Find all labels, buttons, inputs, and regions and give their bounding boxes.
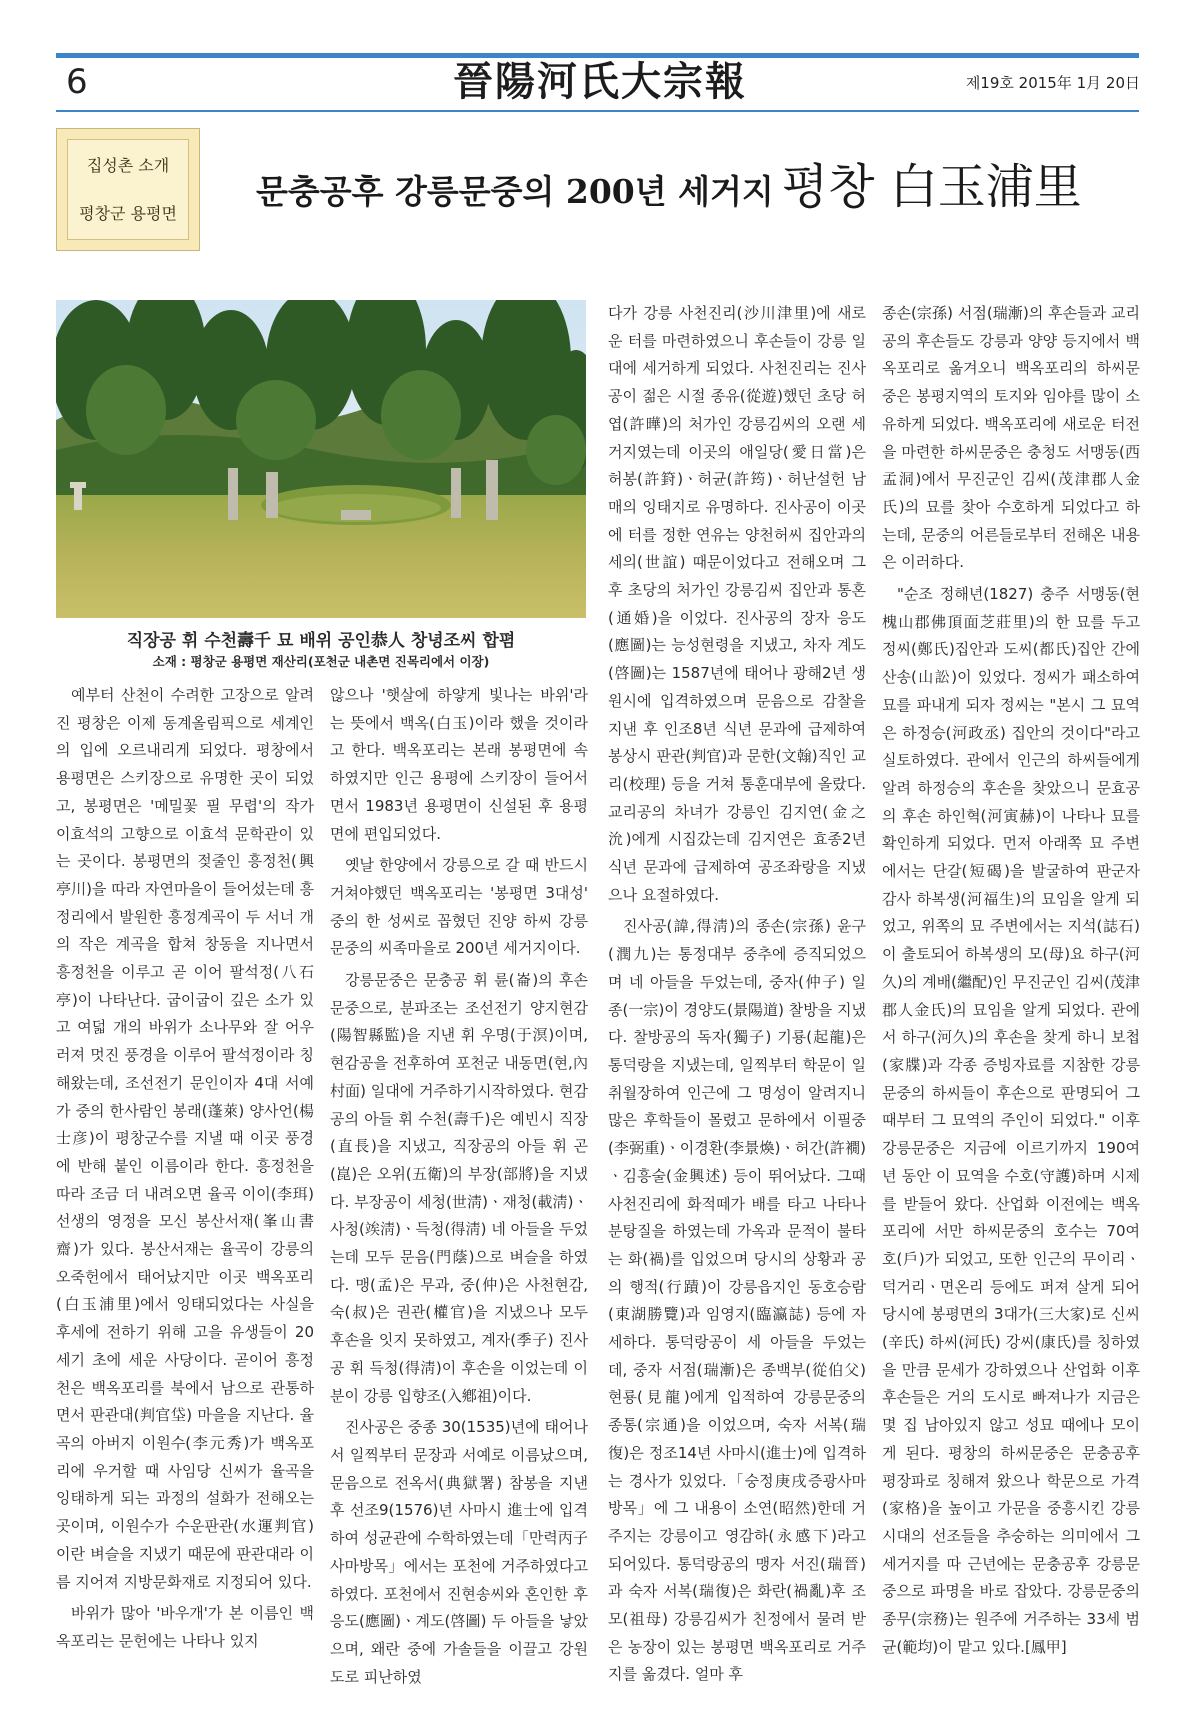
article-column-4 <box>882 300 1140 1661</box>
article-column-1 <box>56 682 314 1656</box>
paragraph: 바위가 많아 '바우개'가 본 이름인 백옥포리는 문헌에는 나타나 있지 <box>56 1604 314 1650</box>
page-number: 6 <box>66 62 88 102</box>
article-headline <box>256 148 1146 217</box>
tomb-photo-image <box>56 300 586 618</box>
headline-main: 문충공후 강릉문중의 200년 세거지 <box>256 172 774 211</box>
header-rule <box>56 110 1139 112</box>
paragraph: "순조 정해년(1827) 충주 서맹동(현槐山郡佛頂面芝莊里)의 한 묘를 두고 정씨(鄭氏)집안과 도씨(都氏)집안 간에 산송(山訟)이 있었다. 정씨가 패소하여 묘를 파내게 되자 정씨는 "본시 그 묘역은 하정승(河政丞) 집안의 것이다"라고 실토하였다. 관에서 인근의 하씨들에게 알려 하정승의 후손을 찾았으니 문효공의 후손 하인혁(河寅赫)이 나타나 묘를 확인하게 되었다. 먼저 아래쪽 묘 주변에서는 단갈(短碣)을 발굴하여 판군자감사 하복생(河福生)의 묘임을 알게 되었고, 위쪽의 묘 주변에서는 지석(誌石)이 출토되어 하복생의 모(母)요 하구(河久)의 계배(繼配)인 무진군인 김씨(茂津郡人金氏)의 묘임을 알게 되었다. 관에서 하구(河久)의 후손을 찾게 하니 보첩(家牒)과 각종 증빙자료를 지참한 강릉문중의 하씨들이 후손으로 판명되어 그때부터 그 묘역의 주인이 되었다." 이후 강릉문중은 지금에 이르기까지 190여 년 동안 이 묘역을 수호(守護)하며 시제를 받들어 왔다. 산업화 이전에는 백옥포리에 서만 하씨문중의 호수는 70여 호(戶)가 되었고, 또한 인근의 무이리ㆍ덕거리ㆍ면온리 등에도 퍼져 살게 되어 당시에 봉평면의 3대가(三大家)로 신씨(辛氏) 하씨(河氏) 강씨(康氏)를 칭하였을 만큼 문세가 강하였으나 산업화 이후 후손들은 거의 도시로 빠져나가 지금은 몇 집 남아있지 않고 성묘 때에나 모이게 된다. 평창의 하씨문중은 문충공후 평장파로 칭해져 왔으나 학문으로 가격(家格)을 높이고 가문을 중흥시킨 강릉시대의 선조들을 추숭하는 의미에서 그 세거지를 따 근년에는 문충공후 강릉문중으로 파명을 바로 잡았다. 강릉문중의 종무(宗務)는 원주에 거주하는 33세 범균(範均)이 맡고 있다.[鳳甲] <box>882 585 1140 1656</box>
issue-date: 제19호 2015年 1月 20日 <box>965 74 1140 92</box>
paragraph: 않으나 '햇살에 하얗게 빛나는 바위'라는 뜻에서 백옥(白玉)이라 했을 것이라고 한다. 백옥포리는 본래 봉평면에 속하였지만 인근 용평에 스키장이 들어서면서 1983년 용평면이 신설된 후 용평면에 편입되었다. <box>330 686 588 843</box>
paragraph: 예부터 산천이 수려한 고장으로 알려진 평창은 이제 동계올림픽으로 세계인의 입에 오르내리게 되었다. 평창에서 용평면은 스키장으로 유명한 곳이 되었고, 봉평면은 '메밀꽃 필 무렵'의 작가 이효석의 고향으로 이효석 문학관이 있는 곳이다. 봉평면의 젖줄인 흥정천(興亭川)을 따라 자연마을이 들어섰는데 흥정리에서 발원한 흥정계곡이 두 서너 개의 작은 계곡을 합쳐 창동을 지나면서 흥정천을 이루고 곧 이어 팔석정(八石亭)이 나타난다. 굽이굽이 깊은 소가 있고 여덟 개의 바위가 소나무와 잘 어우러져 멋진 풍경을 이루어 팔석정이라 칭해왔는데, 조선전기 문인이자 4대 서예가 중의 한사람인 봉래(蓬萊) 양사언(楊士彦)이 평창군수를 지낼 때 이곳 풍경에 반해 붙인 이름이라 한다. 흥정천을 따라 조금 더 내려오면 율곡 이이(李珥)선생의 영정을 모신 봉산서재(峯山書齋)가 있다. 봉산서재는 율곡이 강릉의 오죽헌에서 태어났지만 이곳 백옥포리(白玉浦里)에서 잉태되었다는 사실을 후세에 전하기 위해 고을 유생들이 20세기 초에 세운 사당이다. 곧이어 흥정천은 백옥포리를 북에서 남으로 관통하면서 판관대(判官垈) 마을을 지난다. 율곡의 아버지 이원수(李元秀)가 백옥포리에 우거할 때 사임당 신씨가 율곡을 잉태하게 되는 과정의 설화가 전해오는 곳이며, 이원수가 수운판관(水運判官)이란 벼슬을 지냈기 때문에 판관대라 이름 지어져 지방문화재로 지정되어 있다. <box>56 686 314 1591</box>
tomb-photo <box>56 300 586 618</box>
badge-region: 평창군 용평면 <box>79 204 177 223</box>
paragraph: 옛날 한양에서 강릉으로 갈 때 반드시 거쳐야했던 백옥포리는 '봉평면 3대성' 중의 한 성씨로 꼽혔던 진양 하씨 강릉문중의 씨족마을로 200년 세거지이다. <box>330 856 588 958</box>
paragraph: 진사공(諱,得淸)의 종손(宗孫) 윤구(潤九)는 통정대부 중추에 증직되었으며 네 아들을 두었는데, 중자(仲子) 일종(一宗)이 경양도(景陽道) 찰방을 지냈다. 찰방공의 독자(獨子) 기룡(起龍)은 통덕랑을 지냈는데, 일찍부터 학문이 일취월장하여 인근에 그 명성이 알려지니 많은 후학들이 몰렸고 문하에서 이필중(李弼重)ㆍ이경환(李景煥)ㆍ허간(許襉)ㆍ김흥술(金興述) 등이 뛰어났다. 그때 사천진리에 화적떼가 배를 타고 나타나 분탕질을 하였는데 가옥과 문적이 불타는 화(禍)를 입었으며 당시의 상황과 공의 행적(行蹟)이 강릉읍지인 동호승람(東湖勝覽)과 임영지(臨瀛誌) 등에 자세하다. 통덕랑공이 세 아들을 두었는데, 중자 서점(瑞漸)은 종백부(從伯父) 현룡(見龍)에게 입적하여 강릉문중의 종통(宗通)을 이었으며, 숙자 서복(瑞復)은 정조14년 사마시(進士)에 입격하는 경사가 있었다.「숭정庚戌증광사마방목」에 그 내용이 소연(昭然)한데 거주지는 강릉이고 영감하(永感下)라고 되어있다. 통덕랑공의 맹자 서진(瑞晉)과 숙자 서복(瑞復)은 화란(禍亂)후 조모(祖母) 강릉김씨가 친정에서 물려 받은 농장이 있는 봉평면 백옥포리로 거주지를 옮겼다. 얼마 후 <box>608 917 866 1684</box>
photo-location: 소재 : 평창군 용평면 재산리(포천군 내촌면 진목리에서 이장) <box>152 654 490 669</box>
article-column-3 <box>608 300 866 1689</box>
badge-label: 집성촌 소개 <box>86 156 170 175</box>
paragraph: 종손(宗孫) 서점(瑞漸)의 후손들과 교리공의 후손들도 강릉과 양양 등지에서 백옥포리로 옮겨오니 백옥포리의 하씨문중은 봉평지역의 토지와 임야를 많이 소유하게 되었다. 백옥포리에 새로운 터전을 마련한 하씨문중은 충청도 서맹동(西孟洞)에서 무진군인 김씨(茂津郡人金氏)의 묘를 찾아 수호하게 되었다고 하는데, 문중의 어른들로부터 전해온 내용은 이러하다. <box>882 304 1140 572</box>
paragraph: 진사공은 중종 30(1535)년에 태어나서 일찍부터 문장과 서예로 이름났으며, 문음으로 전옥서(典獄署) 참봉을 지낸 후 선조9(1576)년 사마시 進士에 입격하여 성균관에 수학하였는데「만력丙子사마방목」에서는 포천에 거주하였다고 하였다. 포천에서 진현송씨와 혼인한 후 응도(應圖)ㆍ계도(啓圖) 두 아들을 낳았으며, 왜란 중에 가솔들을 이끌고 강원도로 피난하였 <box>330 1418 588 1686</box>
headline-place: 평창 白玉浦里 <box>781 159 1082 215</box>
paragraph: 다가 강릉 사천진리(沙川津里)에 새로운 터를 마련하였으니 후손들이 강릉 일대에 세거하게 되었다. 사천진리는 진사공이 젊은 시절 종유(從遊)했던 초당 허엽(許曄)의 처가인 강릉김씨의 오랜 세거지였는데 이곳의 애일당(愛日當)은 허봉(許篈)ㆍ허균(許筠)ㆍ허난설헌 남매의 잉태지로 유명하다. 진사공이 이곳에 터를 정한 연유는 양천허씨 집안과의 세의(世誼) 때문이었다고 전해오며 그 후 초당의 처가인 강릉김씨 집안과 통혼(通婚)을 이었다. 진사공의 장자 응도(應圖)는 능성현령을 지냈고, 차자 계도(啓圖)는 1587년에 태어나 광해2년 생원시에 입격하였으며 문음으로 감찰을 지낸 후 인조8년 식년 문과에 급제하여 봉상시 판관(判官)과 문한(文翰)직인 교리(校理) 등을 거쳐 통훈대부에 올랐다. 교리공의 차녀가 강릉인 김지연(金之沇)에게 시집갔는데 김지연은 효종2년 식년 문과에 급제하여 공조좌랑을 지냈으나 요절하였다. <box>608 304 866 904</box>
section-badge <box>56 128 200 251</box>
photo-caption: 직장공 휘 수천壽千 묘 배위 공인恭人 창녕조씨 합폄 <box>126 631 516 651</box>
article-column-2 <box>330 682 588 1691</box>
paragraph: 강릉문중은 문충공 휘 륜(崙)의 후손 문중으로, 분파조는 조선전기 양지현감(陽智縣監)을 지낸 휘 우명(于溟)이며, 현감공을 전후하여 포천군 내동면(현,內村面) 일대에 거주하기시작하였다. 현감공의 아들 휘 수천(壽千)은 예빈시 직장(直長)을 지냈고, 직장공의 아들 휘 곤(崑)은 오위(五衛)의 부장(部將)을 지냈다. 부장공이 세청(世淸)ㆍ재청(載淸)ㆍ사청(竢淸)ㆍ득청(得淸) 네 아들을 두었는데 모두 문음(門蔭)으로 벼슬을 하였다. 맹(孟)은 무과, 중(仲)은 사천현감, 숙(叔)은 권관(權官)을 지냈으나 모두 후손을 잇지 못하였고, 계자(季子) 진사공 휘 득청(得淸)이 후손을 이었는데 이분이 강릉 입향조(入鄕祖)이다. <box>330 971 588 1405</box>
newspaper-masthead: 晉陽河氏大宗報 <box>453 58 747 105</box>
